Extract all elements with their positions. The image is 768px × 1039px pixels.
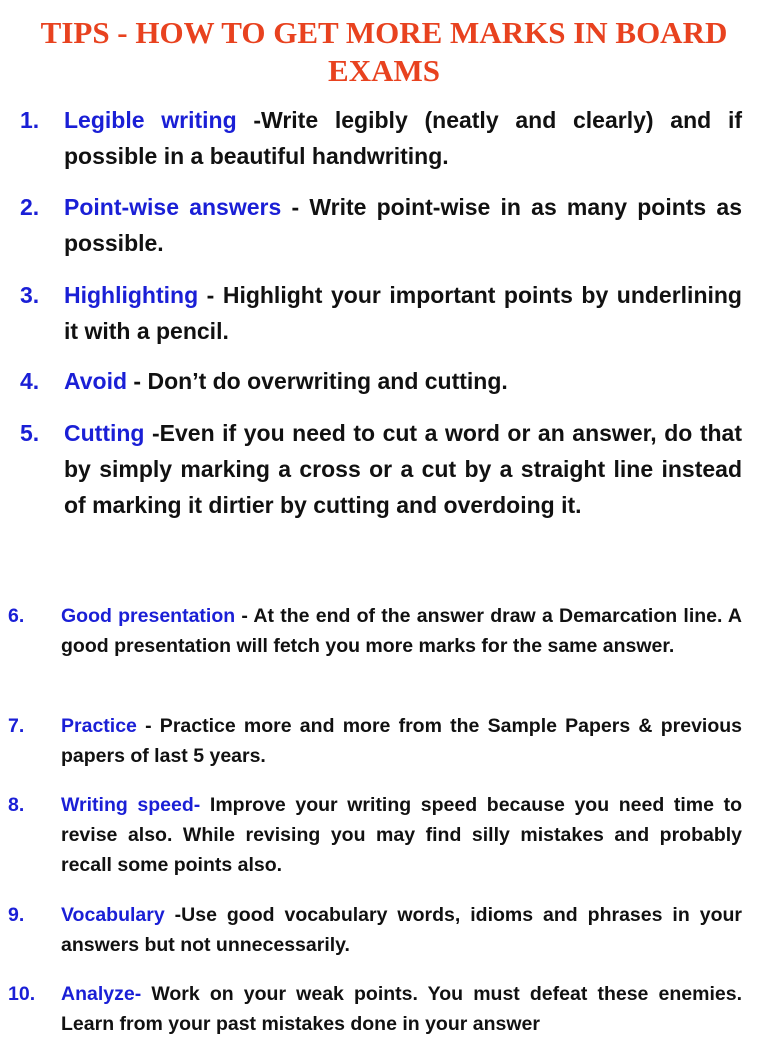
tip-text: -Write legibly (neatly and clearly) and if possible in a beautiful handwriting. — [64, 107, 742, 169]
tip-5 — [20, 415, 742, 523]
tip-term: Vocabulary — [61, 904, 165, 926]
tip-number: 4. — [20, 368, 40, 394]
tip-text: -Use good vocabulary words, idioms and phrases in your answers but not unnecessarily. — [61, 904, 742, 956]
tip-term: Point-wise answers — [64, 194, 282, 220]
tip-term: Practice — [61, 715, 137, 737]
tip-9 — [8, 900, 742, 960]
tip-number: 1. — [20, 107, 40, 133]
tip-text: -Even if you need to cut a word or an answer, do that by simply marking a cross or a cut by a straight line instead of marking it dirtier by cutting and overdoing it. — [64, 420, 742, 518]
tip-2 — [20, 189, 742, 261]
tip-1 — [20, 102, 742, 174]
tip-number: 8. — [8, 794, 25, 816]
tip-6 — [8, 601, 742, 661]
tip-number: 7. — [8, 715, 25, 737]
tip-7 — [8, 711, 742, 771]
tip-number: 2. — [20, 194, 40, 220]
tip-term: Cutting — [64, 420, 145, 446]
tip-term: Highlighting — [64, 282, 199, 308]
tip-number: 3. — [20, 282, 40, 308]
tip-number: 5. — [20, 420, 40, 446]
tip-4 — [20, 363, 742, 399]
tip-text: - Write point-wise in as many points as possible. — [64, 194, 742, 256]
page-title: TIPS - HOW TO GET MORE MARKS IN BOARD EXAMS — [40, 15, 728, 88]
tip-term: Analyze- — [61, 983, 142, 1005]
tip-number: 10. — [8, 983, 36, 1005]
tip-text: - Don’t do overwriting and cutting. — [127, 368, 508, 394]
tip-text: Work on your weak points. You must defeat these enemies. Learn from your past mistakes done in your answer — [61, 983, 742, 1035]
tip-text: - Highlight your important points by underlining it with a pencil. — [64, 282, 742, 344]
tip-text: Improve your writing speed because you need time to revise also. While revising you may find silly mistakes and probably recall some points also. — [61, 794, 743, 876]
tip-3 — [20, 277, 742, 349]
tip-number: 6. — [8, 605, 25, 627]
tip-term: Avoid — [64, 368, 128, 394]
tip-term: Good presentation — [61, 605, 236, 627]
tip-text: - Practice more and more from the Sample Papers & previous papers of last 5 years. — [61, 715, 742, 767]
tip-number: 9. — [8, 904, 25, 926]
tip-10 — [8, 979, 742, 1039]
tip-term: Writing speed- — [61, 794, 201, 816]
tip-8 — [8, 790, 742, 880]
tip-text: - At the end of the answer draw a Demarcation line. A good presentation will fetch you more marks for the same answer. — [61, 605, 743, 657]
tip-term: Legible writing — [64, 107, 237, 133]
